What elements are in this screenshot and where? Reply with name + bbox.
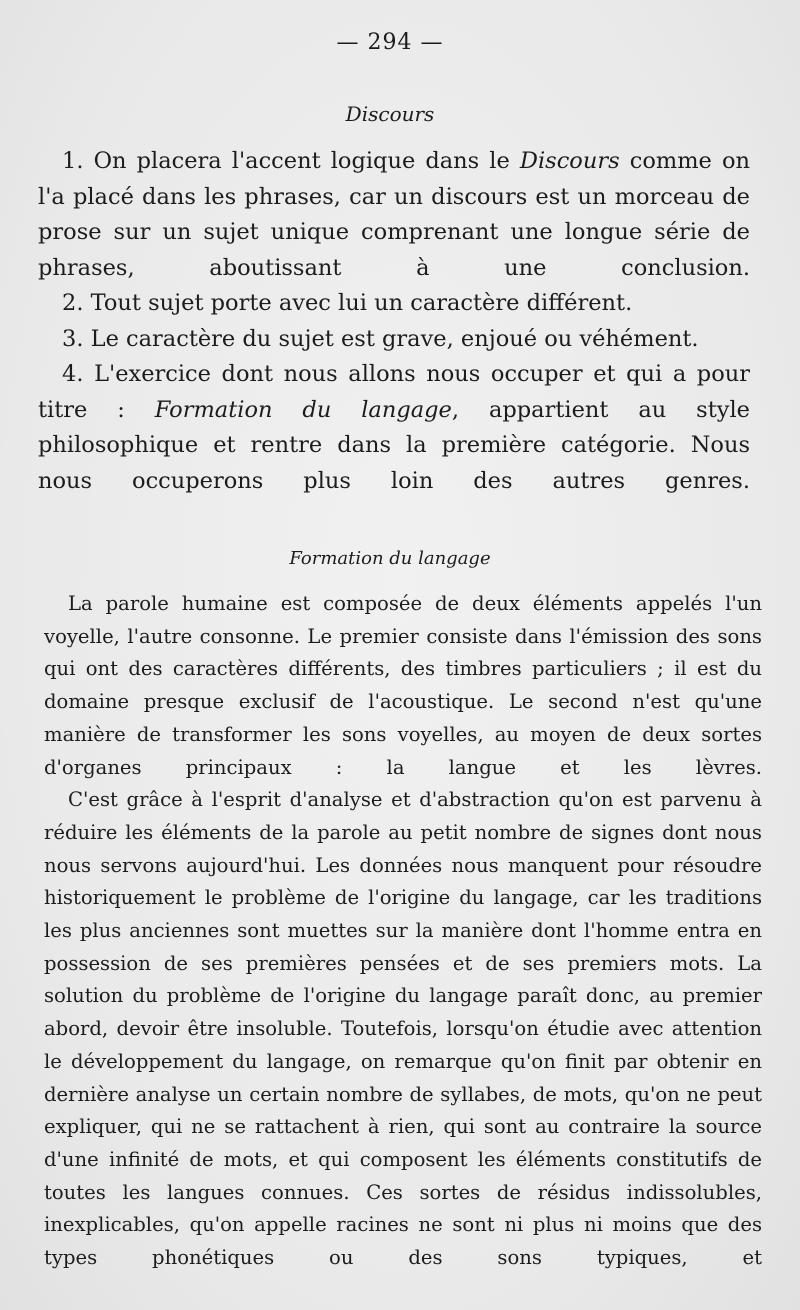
numbered-paragraph-1 — [38, 144, 750, 286]
paragraph-number: 2. — [62, 290, 84, 316]
body-paragraph-2: C'est grâce à l'esprit d'analyse et d'abstraction qu'on est parvenu à réduire les éléments de la parole au petit nombre de signes dont nous nous servons aujourd'hui. Les données nous manquent pour résoudre historiquement le problème de l'origine du langage, car les traditions les plus anciennes sont muettes sur la manière dont l'homme entra en possession de ses premières pensées et de ses premiers mots. La solution du problème de l'origine du langage paraît donc, au premier abord, devoir être insoluble. Toutefois, lorsqu'on étudie avec attention le développement du langage, on remarque qu'on finit par obtenir en dernière analyse un certain nombre de syllabes, de mots, qu'on ne peut expliquer, qui ne se rattachent à rien, qui sont au contraire la source d'une infinité de mots, et qui composent les éléments constitutifs de toutes les langues connues. Ces sortes de résidus indissolubles, inexplicables, qu'on appelle racines ne sont ni plus ni moins que des types phonétiques ou des sons typiques, et — [44, 788, 762, 1270]
discours-section — [38, 144, 750, 499]
paragraph-text: , appartient au style philosophique et rentre dans la première catégorie. Nous nous occuperons plus loin des autres genres. — [38, 396, 750, 494]
numbered-paragraph-2 — [38, 286, 750, 322]
paragraph-text: On placera l'accent logique dans le — [93, 148, 520, 174]
formation-section — [44, 588, 762, 1275]
paragraph-number: 1. — [62, 148, 84, 174]
paragraph-text: comme on l'a placé dans les phrases, car un discours est un morceau de prose sur un sujet unique comprenant une longue série de phrases, aboutissant à une conclusion. — [38, 148, 750, 281]
numbered-paragraph-4 — [38, 357, 750, 499]
paragraph-italic-text: Discours — [519, 148, 620, 174]
paragraph-text: L'exercice dont nous allons nous occuper et qui a pour titre : — [38, 361, 751, 423]
paragraph-text: Tout sujet porte avec lui un caractère différent. — [90, 290, 633, 316]
paragraph-text: Le caractère du sujet est grave, enjoué ou véhément. — [90, 325, 699, 352]
body-paragraph-1: La parole humaine est composée de deux éléments appelés l'un voyelle, l'autre consonne. Le premier consiste dans l'émission des sons qui ont des caractères différents, des timbres particuliers ; il est du domaine presque exclusif de l'acoustique. Le second n'est qu'une manière de transformer les sons voyelles, au moyen de deux sortes d'organes principaux : la langue et les lèvres. — [44, 592, 762, 779]
section-heading-discours: Discours — [345, 102, 435, 126]
page-number: — 294 — — [336, 30, 444, 55]
numbered-paragraph-3 — [38, 322, 750, 358]
section-heading-formation: Formation du langage — [289, 548, 491, 569]
paragraph-number: 4. — [62, 361, 84, 387]
paragraph-italic-text: Formation du langage — [154, 396, 452, 423]
paragraph-number: 3. — [62, 325, 84, 352]
